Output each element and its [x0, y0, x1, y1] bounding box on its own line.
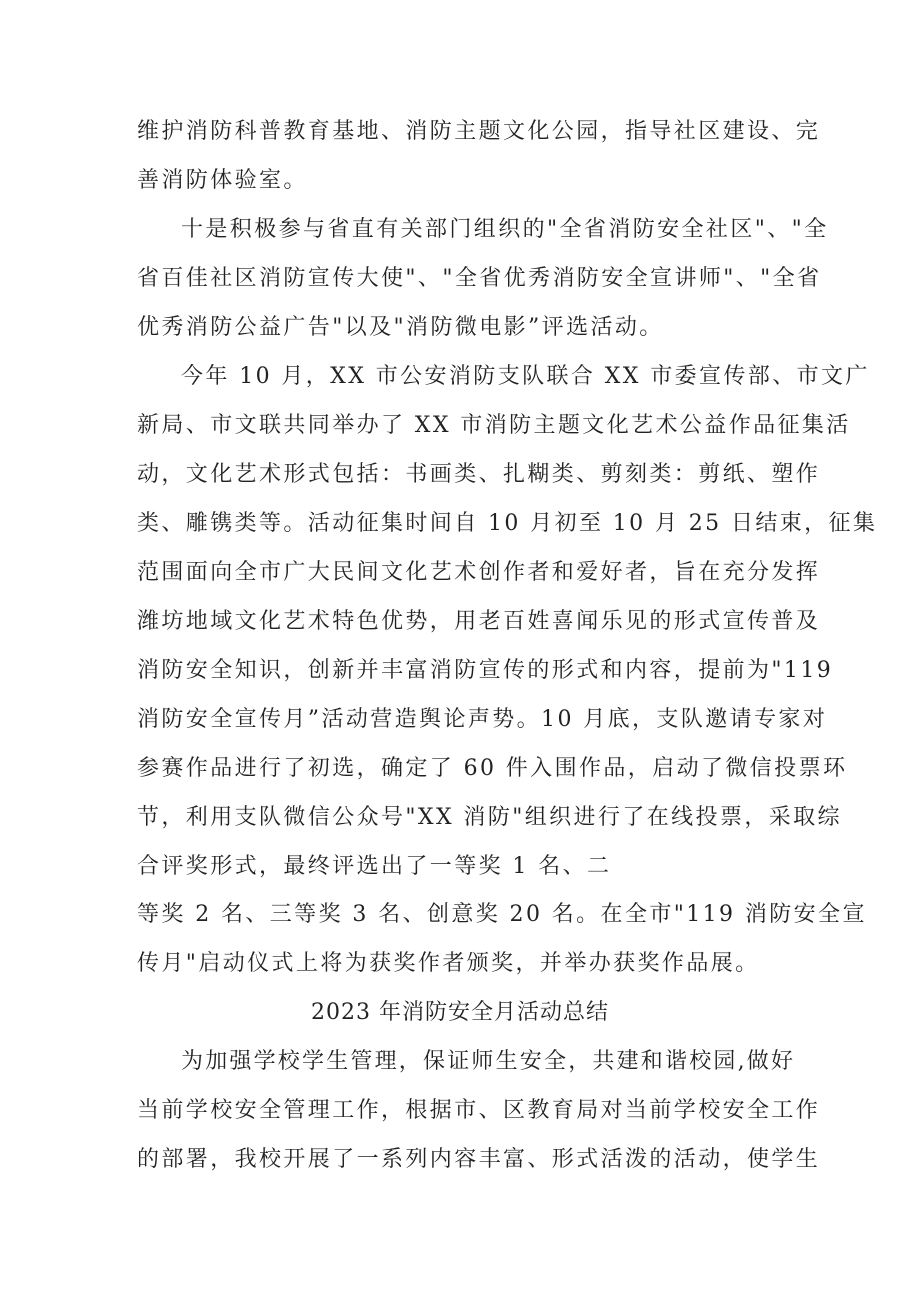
text-line: 今年 10 月，XX 市公安消防支队联合 XX 市委宣传部、市文广: [181, 364, 870, 389]
text-line: 当前学校安全管理工作，根据市、区教育局对当前学校安全工作: [137, 1098, 821, 1123]
text-line: 动，文化艺术形式包括：书画类、扎糊类、剪刻类：剪纸、塑作: [137, 462, 821, 487]
text-line: 范围面向全市广大民间文化艺术创作者和爱好者，旨在充分发挥: [137, 560, 821, 585]
text-line: 参赛作品进行了初选，确定了 60 件入围作品，启动了微信投票环: [137, 756, 848, 781]
text-line: 合评奖形式，最终评选出了一等奖 1 名、二: [137, 854, 612, 879]
text-line: 传月"启动仪式上将为获奖作者颁奖，并举办获奖作品展。: [137, 951, 760, 976]
text-line: 优秀消防公益广告"以及"消防微电影”评选活动。: [137, 315, 664, 340]
text-line: 节，利用支队微信公众号"XX 消防"组织进行了在线投票，采取综: [137, 805, 842, 830]
text-line: 类、雕镌类等。活动征集时间自 10 月初至 10 月 25 日结束，征集: [137, 511, 878, 536]
text-line: 十是积极参与省直有关部门组织的"全省消防安全社区"、"全: [181, 217, 829, 242]
text-line: 为加强学校学生管理，保证师生安全，共建和谐校园,做好: [181, 1049, 796, 1074]
text-line: 潍坊地域文化艺术特色优势，用老百姓喜闻乐见的形式宣传普及: [137, 609, 821, 634]
text-line: 消防安全知识，创新并丰富消防宣传的形式和内容，提前为"119: [137, 658, 834, 683]
text-line: 省百佳社区消防宣传大使"、"全省优秀消防安全宣讲师"、"全省: [137, 266, 822, 291]
text-line: 消防安全宣传月”活动营造舆论声势。10 月底，支队邀请专家对: [137, 707, 828, 732]
text-line: 善消防体验室。: [137, 168, 308, 193]
section-title: 2023 年消防安全月活动总结: [311, 1000, 609, 1025]
text-line: 维护消防科普教育基地、消防主题文化公园，指导社区建设、完: [137, 119, 821, 144]
text-line: 新局、市文联共同举办了 XX 市消防主题文化艺术公益作品征集活: [137, 413, 851, 438]
text-line: 的部署，我校开展了一系列内容丰富、形式活泼的活动，使学生: [137, 1147, 821, 1172]
text-line: 等奖 2 名、三等奖 3 名、创意奖 20 名。在全市"119 消防安全宣: [137, 902, 867, 927]
